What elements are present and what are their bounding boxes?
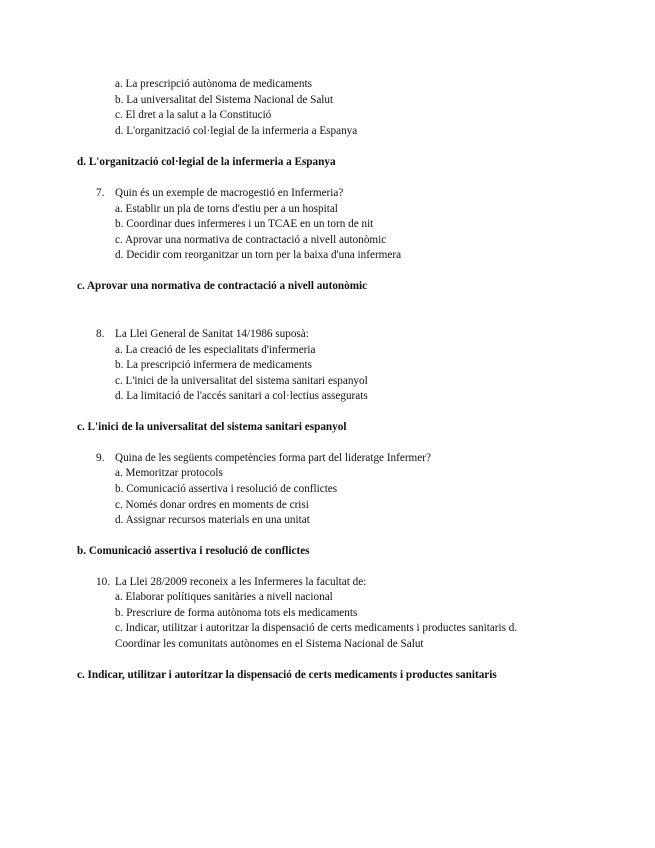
q7-answer: c. Aprovar una normativa de contractació a nivell autonòmic — [77, 280, 368, 292]
q8-question: La Llei General de Sanitat 14/1986 suposà: — [115, 328, 309, 340]
q7-option-c: c. Aprovar una normativa de contractació a nivell autonòmic — [115, 234, 387, 246]
q7-number: 7. — [96, 187, 105, 199]
block0-answer: d. L'organització col·legial de la infermeria a Espanya — [77, 156, 336, 168]
q10-option-b: b. Prescriure de forma autònoma tots els medicaments — [115, 607, 358, 619]
q9-number: 9. — [96, 452, 105, 464]
q8-option-b: b. La prescripció infermera de medicaments — [115, 359, 312, 371]
q10-question: La Llei 28/2009 reconeix a les Infermeres la facultat de: — [115, 576, 367, 588]
q8-option-d: d. La limitació de l'accés sanitari a col·lectius assegurats — [115, 390, 368, 402]
q7-option-a: a. Establir un pla de torns d'estiu per a un hospital — [115, 203, 338, 215]
q8-option-c: c. L'inici de la universalitat del sistema sanitari espanyol — [115, 375, 368, 387]
block0-option-d: d. L'organització col·legial de la infermeria a Espanya — [115, 125, 358, 137]
q7-option-b: b. Coordinar dues infermeres i un TCAE en un torn de nit — [115, 218, 374, 230]
block0-option-c: c. El dret a la salut a la Constitució — [115, 109, 272, 121]
q10-option-a: a. Elaborar polítiques sanitàries a nivell nacional — [115, 591, 333, 603]
q9-option-d: d. Assignar recursos materials en una unitat — [115, 514, 310, 526]
q10-option-c: c. Indicar, utilitzar i autoritzar la dispensació de certs medicaments i productes sanitaris d. — [115, 622, 518, 634]
q9-option-c: c. Només donar ordres en moments de crisi — [115, 499, 309, 511]
q8-option-a: a. La creació de les especialitats d'infermeria — [115, 344, 316, 356]
block0-option-a: a. La prescripció autònoma de medicaments — [115, 78, 312, 90]
q9-option-a: a. Memoritzar protocols — [115, 467, 223, 479]
q10-option-d: Coordinar les comunitats autònomes en el Sistema Nacional de Salut — [115, 638, 424, 650]
q8-number: 8. — [96, 328, 105, 340]
q8-answer: c. L'inici de la universalitat del sistema sanitari espanyol — [77, 421, 347, 433]
block0-option-b: b. La universalitat del Sistema Nacional de Salut — [115, 94, 334, 106]
q7-question: Quin és un exemple de macrogestió en Infermeria? — [115, 187, 344, 199]
q9-question: Quina de les següents competències forma part del lideratge Infermer? — [115, 452, 431, 464]
q10-answer: c. Indicar, utilitzar i autoritzar la dispensació de certs medicaments i productes sanitaris — [77, 669, 497, 681]
q9-option-b: b. Comunicació assertiva i resolució de conflictes — [115, 483, 338, 495]
q9-answer: b. Comunicació assertiva i resolució de conflictes — [77, 545, 310, 557]
q7-option-d: d. Decidir com reorganitzar un torn per la baixa d'una infermera — [115, 249, 402, 261]
q10-number: 10. — [96, 576, 110, 588]
